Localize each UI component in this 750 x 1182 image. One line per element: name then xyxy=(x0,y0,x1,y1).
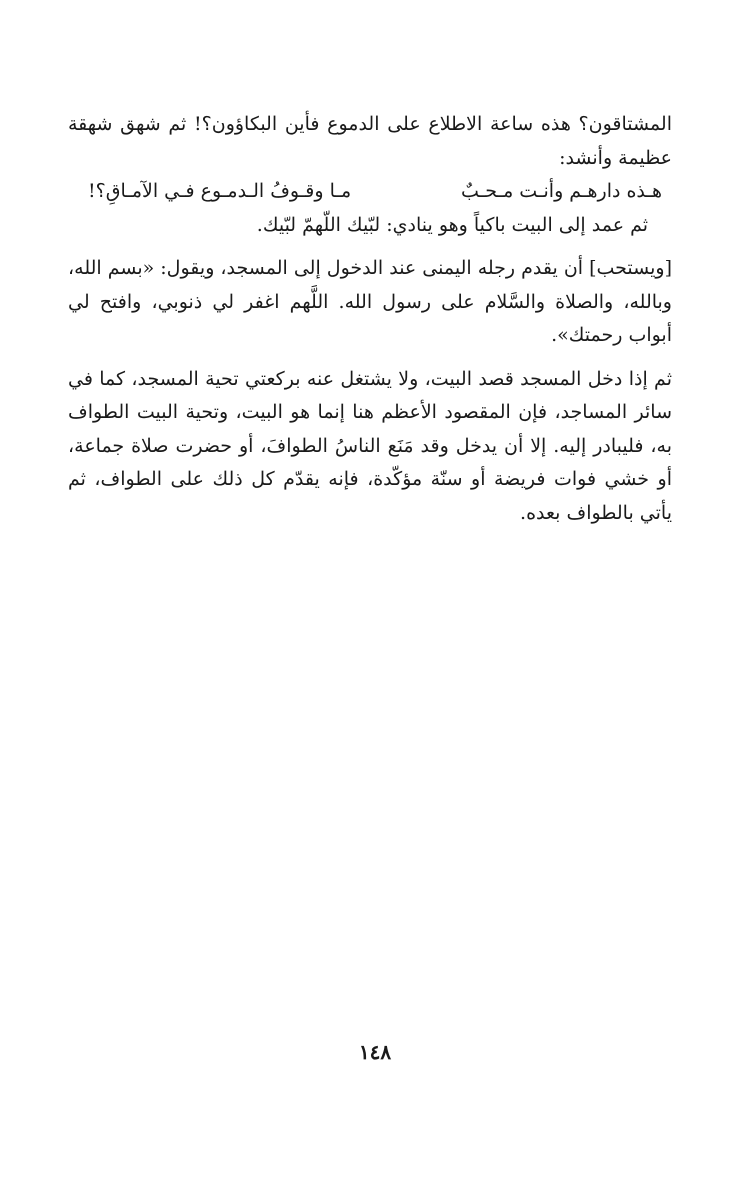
paragraph-tawaf: ثم إذا دخل المسجد قصد البيت، ولا يشتغل عنه بركعتي تحية المسجد، كما في سائر المساجد، فإن المقصود الأعظم هنا إنما هو البيت، وتحية البيت الطواف به، فليبادر إليه. إلا أن يدخل وقد مَنَع الناسُ الطوافَ، أو حضرت صلاة جماعة، أو خشي فوات فريضة أو سنّة مؤكّدة، فإنه يقدّم كل ذلك على الطواف، ثم يأتي بالطواف بعده. xyxy=(68,367,672,524)
paragraph-gap xyxy=(68,353,672,363)
paragraph-talbiyah: ثم عمد إلى البيت باكياً وهو ينادي: لبّيك اللّهمّ لبّيك. xyxy=(256,213,648,236)
page-number: ١٤٨ xyxy=(358,1040,392,1064)
verse-second-hemistich: مـا وقـوفُ الـدمـوع فـي الآمـاقِ؟! xyxy=(88,180,352,202)
verse-first-hemistich: هـذه دارهـم وأنـت مـحـبٌ xyxy=(461,180,662,202)
paragraph-gap xyxy=(68,242,672,252)
paragraph-entering-mosque: [ويستحب] أن يقدم رجله اليمنى عند الدخول إلى المسجد، ويقول: «بسم الله، وبالله، والصلاة والسَّلام على رسول الله. اللَّهم اغفر لي ذنوبي، وافتح لي أبواب رحمتك». xyxy=(68,257,672,346)
poetry-verse xyxy=(68,175,672,209)
page-body xyxy=(68,108,672,530)
paragraph-intro: المشتاقون؟ هذه ساعة الاطلاع على الدموع فأين البكاؤون؟! ثم شهق شهقة عظيمة وأنشد: xyxy=(68,113,672,169)
